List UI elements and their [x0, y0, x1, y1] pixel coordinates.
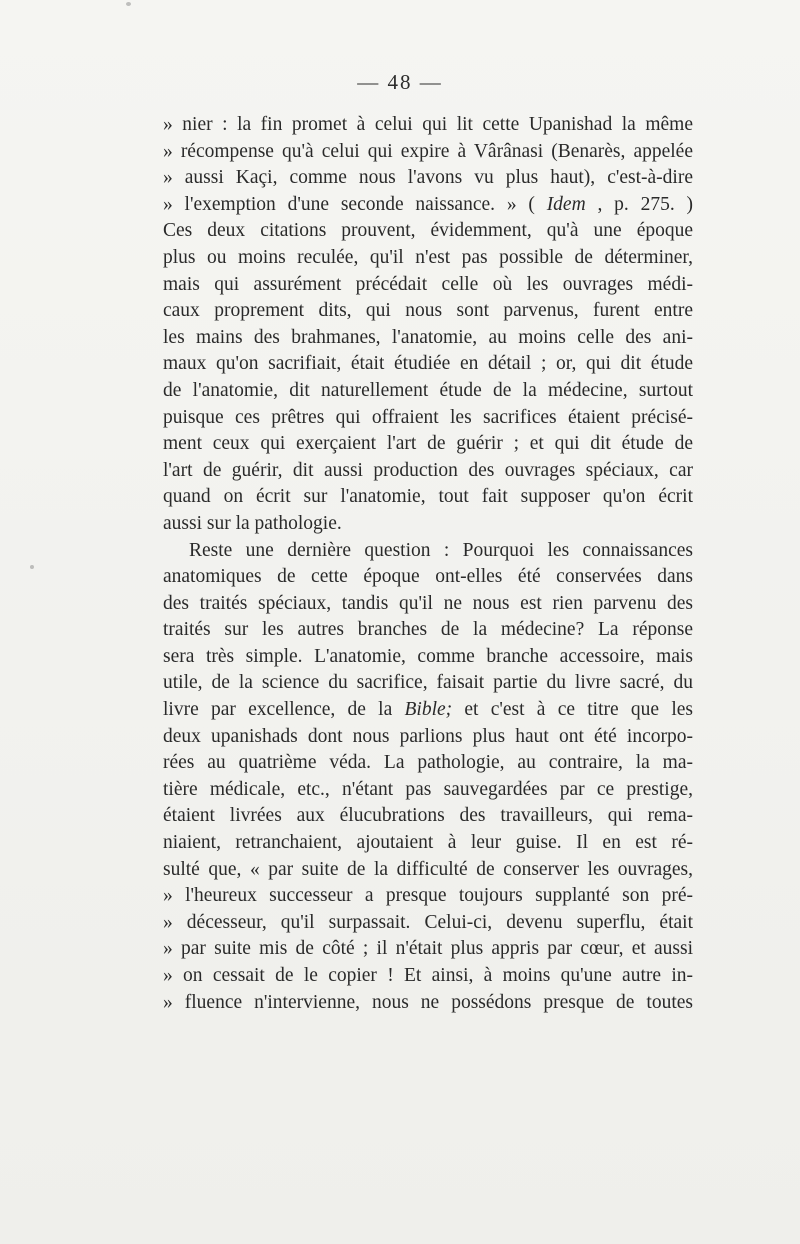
text-line [163, 697, 693, 724]
text-line: étaient livrées aux élucubrations des travailleurs, qui rema- [163, 805, 693, 827]
text-line: niaient, retranchaient, ajoutaient à leur guise. Il en est ré- [163, 832, 693, 854]
text-line: Ces deux citations prouvent, évidemment, qu'à une époque [163, 220, 693, 242]
text-line [163, 192, 693, 219]
citation-italic: Idem [546, 193, 586, 215]
text-line: » décesseur, qu'il surpassait. Celui-ci, devenu superflu, était [163, 911, 693, 933]
page-number: — 48 — [357, 70, 443, 94]
text-line: caux proprement dits, qui nous sont parvenus, furent entre [163, 300, 693, 322]
body-text [163, 112, 693, 1016]
text-line: sera très simple. L'anatomie, comme branche accessoire, mais [163, 645, 693, 667]
citation-prefix: » l'exemption d'une seconde naissance. » ( [163, 193, 535, 215]
text-line: deux upanishads dont nous parlions plus haut ont été incorpo- [163, 725, 693, 747]
text-segment: livre par excellence, de la [163, 699, 393, 721]
text-segment: et c'est à ce titre que les [464, 699, 693, 721]
text-line: » l'heureux successeur a presque toujours supplanté son pré- [163, 885, 693, 907]
text-line: utile, de la science du sacrifice, faisait partie du livre sacré, du [163, 672, 693, 694]
text-line: traités sur les autres branches de la médecine? La réponse [163, 619, 693, 641]
text-line: puisque ces prêtres qui offraient les sacrifices étaient précisé- [163, 406, 693, 428]
text-line: tière médicale, etc., n'étant pas sauvegardées par ce prestige, [163, 778, 693, 800]
paper-speck [30, 565, 34, 569]
text-line: des traités spéciaux, tandis qu'il ne nous est rien parvenu des [163, 592, 693, 614]
text-line: » récompense qu'à celui qui expire à Vârânasi (Benarès, appelée [163, 140, 693, 162]
paper-speck [126, 2, 131, 6]
text-line: les mains des brahmanes, l'anatomie, au moins celle des ani- [163, 326, 693, 348]
text-line: de l'anatomie, dit naturellement étude de la médecine, surtout [163, 379, 693, 401]
text-line: l'art de guérir, dit aussi production des ouvrages spéciaux, car [163, 459, 693, 481]
text-line: mais qui assurément précédait celle où les ouvrages médi- [163, 273, 693, 295]
text-line: ment ceux qui exerçaient l'art de guérir ; et qui dit étude de [163, 433, 693, 455]
text-line: rées au quatrième véda. La pathologie, au contraire, la ma- [163, 752, 693, 774]
text-line: » fluence n'intervienne, nous ne possédons presque de toutes [163, 991, 693, 1013]
italic-word: Bible; [404, 699, 453, 721]
citation-suffix: , p. 275. ) [597, 193, 694, 215]
text-line-paragraph-start: Reste une dernière question : Pourquoi les connaissances [189, 539, 693, 561]
text-line: maux qu'on sacrifiait, était étudiée en détail ; or, qui dit étude [163, 353, 693, 375]
text-line: sulté que, « par suite de la difficulté de conserver les ouvrages, [163, 858, 693, 880]
text-line: quand on écrit sur l'anatomie, tout fait supposer qu'on écrit [163, 486, 693, 508]
text-line: » on cessait de le copier ! Et ainsi, à moins qu'une autre in- [163, 965, 693, 986]
text-line-paragraph-end: aussi sur la pathologie. [163, 512, 342, 534]
text-line: » aussi Kaçi, comme nous l'avons vu plus haut), c'est-à-dire [163, 167, 693, 189]
text-line: » par suite mis de côté ; il n'était plus appris par cœur, et aussi [163, 938, 693, 960]
text-line: plus ou moins reculée, qu'il n'est pas possible de déterminer, [163, 246, 693, 268]
text-line: » nier : la fin promet à celui qui lit cette Upanishad la même [163, 114, 693, 135]
text-line: anatomiques de cette époque ont-elles été conservées dans [163, 566, 693, 588]
